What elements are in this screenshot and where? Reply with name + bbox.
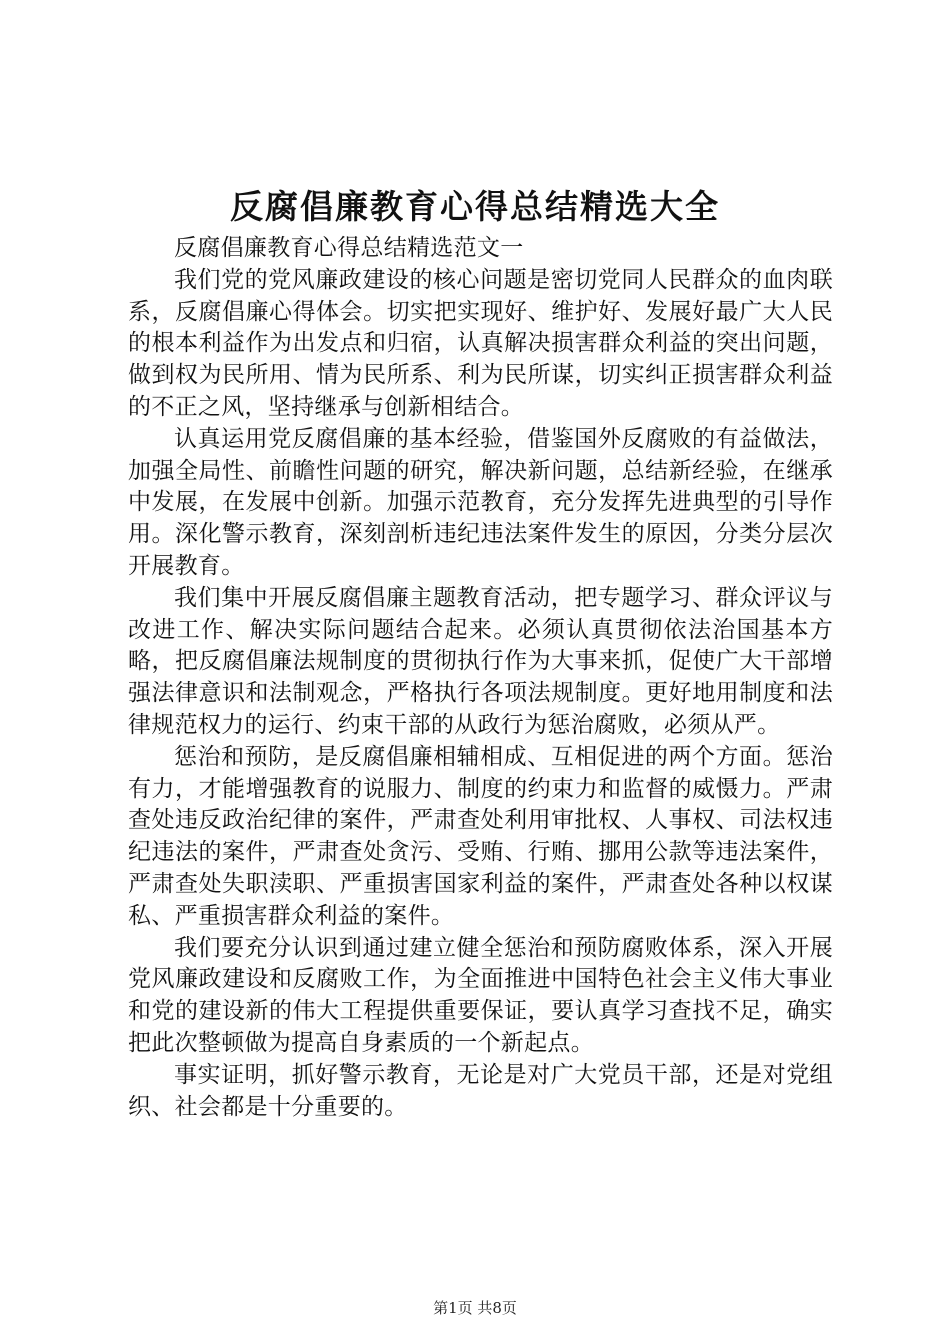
- document-body: [128, 233, 833, 1123]
- document-title: 反腐倡廉教育心得总结精选大全: [230, 187, 720, 226]
- body-paragraph: 我们集中开展反腐倡廉主题教育活动，把专题学习、群众评议与改进工作、解决实际问题结合起来。必须认真贯彻依法治国基本方略，把反腐倡廉法规制度的贯彻执行作为大事来抓，促使广大干部增强法律意识和法制观念，严格执行各项法规制度。更好地用制度和法律规范权力的运行、约束干部的从政行为惩治腐败，必须从严。: [128, 584, 833, 738]
- subtitle-paragraph: 反腐倡廉教育心得总结精选范文一: [174, 235, 524, 261]
- body-paragraph: 事实证明，抓好警示教育，无论是对广大党员干部，还是对党组织、社会都是十分重要的。: [128, 1061, 833, 1120]
- body-paragraph: 我们要充分认识到通过建立健全惩治和预防腐败体系，深入开展党风廉政建设和反腐败工作，为全面推进中国特色社会主义伟大事业和党的建设新的伟大工程提供重要保证，要认真学习查找不足，确实把此次整顿做为提高自身素质的一个新起点。: [128, 934, 833, 1056]
- page-number-footer: 第1页 共8页: [433, 1299, 517, 1317]
- body-paragraph: 我们党的党风廉政建设的核心问题是密切党同人民群众的血肉联系，反腐倡廉心得体会。切实把实现好、维护好、发展好最广大人民的根本利益作为出发点和归宿，认真解决损害群众利益的突出问题，做到权为民所用、情为民所系、利为民所谋，切实纠正损害群众利益的不正之风，坚持继承与创新相结合。: [128, 266, 833, 420]
- body-paragraph: 惩治和预防，是反腐倡廉相辅相成、互相促进的两个方面。惩治有力，才能增强教育的说服力、制度的约束力和监督的威慑力。严肃查处违反政治纪律的案件，严肃查处利用审批权、人事权、司法权违纪违法的案件，严肃查处贪污、受贿、行贿、挪用公款等违法案件，严肃查处失职渎职、严重损害国家利益的案件，严肃查处各种以权谋私、严重损害群众利益的案件。: [128, 743, 833, 929]
- body-paragraph: 认真运用党反腐倡廉的基本经验，借鉴国外反腐败的有益做法，加强全局性、前瞻性问题的研究，解决新问题，总结新经验，在继承中发展，在发展中创新。加强示范教育，充分发挥先进典型的引导作用。深化警示教育，深刻剖析违纪违法案件发生的原因，分类分层次开展教育。: [128, 425, 833, 579]
